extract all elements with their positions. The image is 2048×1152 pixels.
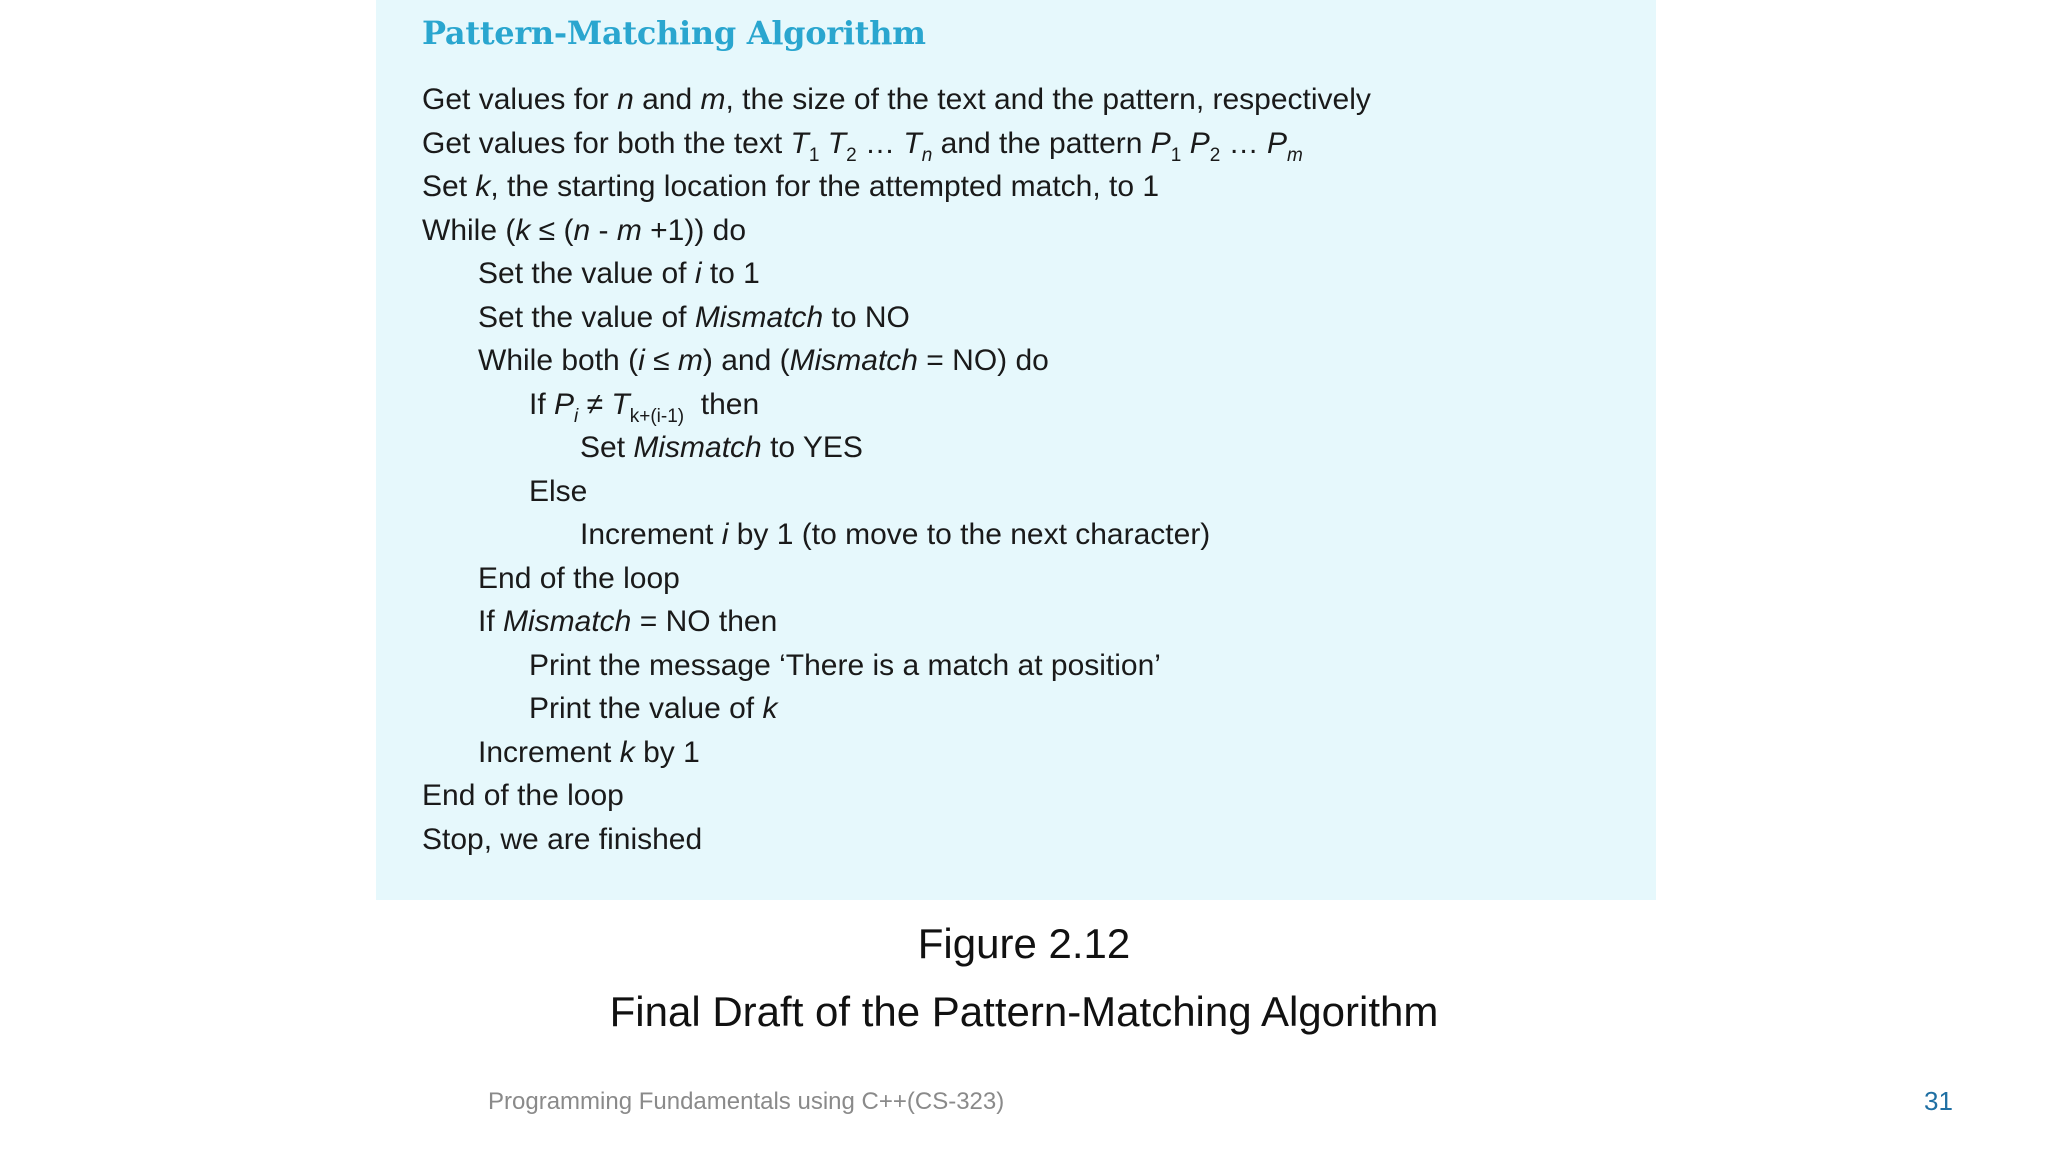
- algo-line-1: Get values for n and m, the size of the text and the pattern, respectively: [422, 83, 1371, 116]
- figure-title: Pattern-Matching Algorithm: [422, 14, 926, 52]
- algo-line-2: Get values for both the text $T_1$ $T_2$ … $T_n$ and the pattern $P_1$ $P_2$ … $P_m$: [422, 126, 1303, 166]
- figure-number: Figure 2.12: [917, 920, 1131, 967]
- page-number: 31: [1924, 1086, 1953, 1116]
- algo-line-16: Increment k by 1: [478, 735, 700, 769]
- algo-line-6: Set the value of Mismatch to NO: [478, 300, 910, 334]
- algo-line-3: Set k, the starting location for the attempted match, to 1: [422, 170, 1160, 203]
- algo-line-15: Print the value of k: [529, 692, 778, 725]
- algo-line-11: Increment i by 1 (to move to the next character): [580, 518, 1211, 551]
- algo-line-14: Print the message ‘There is a match at position’: [529, 648, 1161, 682]
- algo-line-5: Set the value of i to 1: [478, 257, 760, 290]
- algo-line-17: End of the loop: [422, 779, 624, 812]
- algo-line-18: Stop, we are finished: [422, 822, 703, 856]
- algo-line-7: While both (i ≤ m) and (Mismatch = NO) do: [478, 344, 1049, 377]
- algorithm-text: [422, 78, 1371, 861]
- algo-line-13: If Mismatch = NO then: [478, 605, 778, 638]
- algo-line-9: Set Mismatch to YES: [580, 431, 863, 464]
- course-footer: Programming Fundamentals using C++(CS-323): [488, 1088, 1005, 1115]
- algo-line-12: End of the loop: [478, 561, 680, 595]
- algo-line-4: While (k ≤ (n - m +1)) do: [422, 213, 747, 247]
- algo-line-10: Else: [529, 474, 588, 508]
- figure-caption: Final Draft of the Pattern-Matching Algorithm: [609, 988, 1439, 1035]
- algo-line-8: If $P_i \ne T_{k+(i-1)}$ then: [529, 387, 760, 427]
- algorithm-figure: [376, 0, 1656, 900]
